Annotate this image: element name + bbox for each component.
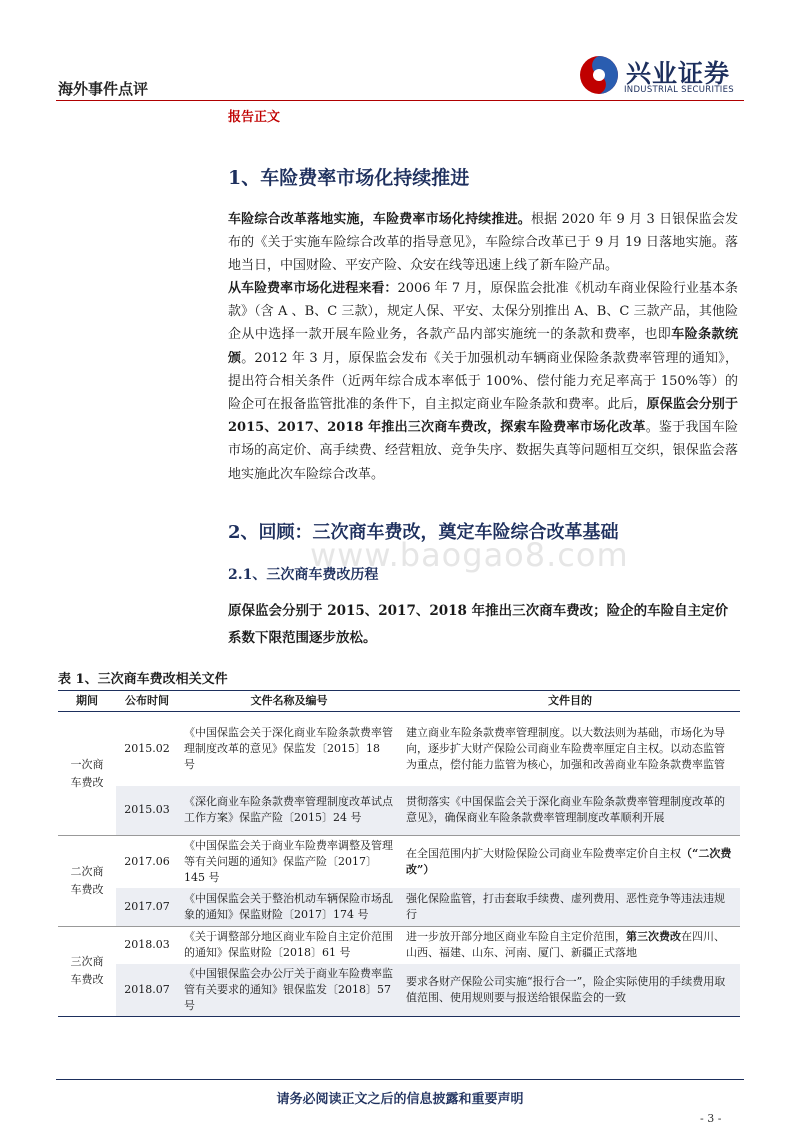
section-2-1-subtitle: 2.1、三次商车费改历程 xyxy=(228,567,379,583)
date-cell: 2018.03 xyxy=(124,938,170,952)
document-cell: 《中国保监会关于商业车险费率调整及管理等有关问题的通知》保监产险〔2017〕145 号 xyxy=(184,839,393,884)
period-cell xyxy=(58,926,116,1017)
p1-lead: 车险综合改革落地实施，车险费率市场化持续推进。 xyxy=(228,212,531,227)
date-cell: 2015.02 xyxy=(124,741,170,755)
header-period: 期间 xyxy=(58,691,116,712)
logo-chinese-name: 兴业证券 xyxy=(626,59,731,88)
period-label: 二次商车费改 xyxy=(70,864,104,896)
table-row xyxy=(58,964,740,1017)
date-cell: 2017.06 xyxy=(124,855,170,868)
header-document: 文件名称及编号 xyxy=(178,691,400,712)
logo-english-name: INDUSTRIAL SECURITIES xyxy=(624,85,734,95)
purpose-text-end: 在四川、山西、福建、山东、河南、厦门、新疆正式落地 xyxy=(406,930,725,960)
header-divider xyxy=(56,100,744,101)
header-date: 公布时间 xyxy=(116,691,178,712)
date-cell: 2015.03 xyxy=(116,786,178,836)
table-row xyxy=(58,786,740,836)
page-number: - 3 - xyxy=(700,1112,722,1125)
table-title: 表 1、三次商车费改相关文件 xyxy=(58,672,228,687)
table-row xyxy=(58,888,740,926)
document-cell: 《深化商业车险条款费率管理制度改革试点工作方案》保监产险〔2015〕24 号 xyxy=(178,786,400,836)
footer-divider xyxy=(56,1079,744,1080)
section-1-paragraph-2 xyxy=(228,277,738,486)
purpose-cell xyxy=(400,836,740,889)
table-header-row xyxy=(58,691,740,712)
document-cell: 《中国银保监会办公厅关于商业车险费率监管有关要求的通知》银保监发〔2018〕57 号 xyxy=(178,964,400,1017)
p2-emphasis-2: 原保监会分别于 2015、2017、2018 年推出三次商车费改，探索车险费率市场化改革 xyxy=(228,397,738,436)
company-logo xyxy=(578,52,738,98)
disclaimer-notice: 请务必阅读正文之后的信息披露和重要声明 xyxy=(276,1092,524,1107)
section-1-paragraph-1 xyxy=(228,208,738,278)
table-row xyxy=(58,836,740,889)
date-cell: 2018.07 xyxy=(116,964,178,1017)
watermark: www.baogao8.com xyxy=(310,536,629,574)
p2-lead: 从车险费率市场化进程来看： xyxy=(228,281,398,296)
purpose-cell: 建立商业车险条款费率管理制度。以大数法则为基础，市场化为导向，逐步扩大财产保险公司商业车险费率厘定自主权。以动态监管为重点，偿付能力监管为核心，加强和改善商业车险条款费率监管 xyxy=(406,725,725,771)
period-cell xyxy=(58,712,116,836)
p2-text-3: 。鉴于我国车险市场的高定价、高手续费、经营粗放、竞争失序、数据失真等问题相互交织，银保监会落地实施此次车险综合改革。 xyxy=(228,420,738,482)
purpose-emphasis: 第三次费改 xyxy=(626,930,681,944)
purpose-cell: 要求各财产保险公司实施“报行合一”，险企实际使用的手续费用取值范围、使用规则要与报送给银保监会的一致 xyxy=(400,964,740,1017)
reform-documents-table xyxy=(58,690,740,1017)
section-1-title: 1、车险费率市场化持续推进 xyxy=(228,167,470,189)
p2-text-2: 。2012 年 3 月，原保监会发布《关于加强机动车辆商业保险条款费率管理的通知》，提出符合相关条件（近两年综合成本率低于 100%、偿付能力充足率高于 150%等）的险企可在报备监管批准的条件下，自主拟定商业车险条款和费率。此后， xyxy=(228,350,738,413)
p2-text-1: 2006 年 7 月，原保监会批准《机动车商业保险行业基本条款》（含 A 、B、C 三款），规定人保、平安、太保分别推出 A、B、C 三款产品，其他险企从中选择一款开展车险业务，各款产品内部实施统一的条款和费率，也即 xyxy=(228,281,738,343)
period-label: 三次商车费改 xyxy=(70,955,104,987)
purpose-cell: 贯彻落实《中国保监会关于深化商业车险条款费率管理制度改革的意见》，确保商业车险条款费率管理制度改革顺利开展 xyxy=(400,786,740,836)
section-2-summary: 原保监会分别于 2015、2017、2018 年推出三次商车费改；险企的车险自主定价系数下限范围逐步放松。 xyxy=(228,603,729,646)
section-2-title: 2、回顾：三次商车费改，奠定车险综合改革基础 xyxy=(228,522,619,543)
document-cell: 《中国保监会关于深化商业车险条款费率管理制度改革的意见》保监发〔2015〕18 号 xyxy=(184,725,393,771)
logo-emblem-icon xyxy=(578,54,620,96)
purpose-text: 在全国范围内扩大财险保险公司商业车险费率定价自主权 xyxy=(406,847,681,860)
table-row xyxy=(58,926,740,964)
purpose-cell: 强化保险监管，打击套取手续费、虚列费用、恶性竞争等违法违规行 xyxy=(400,888,740,926)
header-purpose: 文件目的 xyxy=(400,691,740,712)
document-cell: 《中国保监会关于整治机动车辆保险市场乱象的通知》保监财险〔2017〕174 号 xyxy=(178,888,400,926)
purpose-text: 进一步放开部分地区商业车险自主定价范围， xyxy=(406,930,626,944)
document-cell: 《关于调整部分地区商业车险自主定价范围的通知》保监财险〔2018〕61 号 xyxy=(184,930,393,960)
p1-body: 根据 2020 年 9 月 3 日银保监会发布的《关于实施车险综合改革的指导意见》，车险综合改革已于 9 月 19 日落地实施。落地当日，中国财险、平安产险、众安在线等迅速上线了新车险产品。 xyxy=(228,212,738,274)
table-row xyxy=(58,712,740,786)
report-body-label: 报告正文 xyxy=(228,110,281,125)
p2-emphasis-1: 车险条款统颁 xyxy=(228,327,738,366)
purpose-emphasis: （“二次费改”） xyxy=(406,847,732,876)
report-category: 海外事件点评 xyxy=(58,80,149,98)
period-cell xyxy=(58,836,116,927)
date-cell: 2017.07 xyxy=(116,888,178,926)
period-label: 一次商车费改 xyxy=(70,757,104,789)
purpose-cell xyxy=(400,926,740,964)
